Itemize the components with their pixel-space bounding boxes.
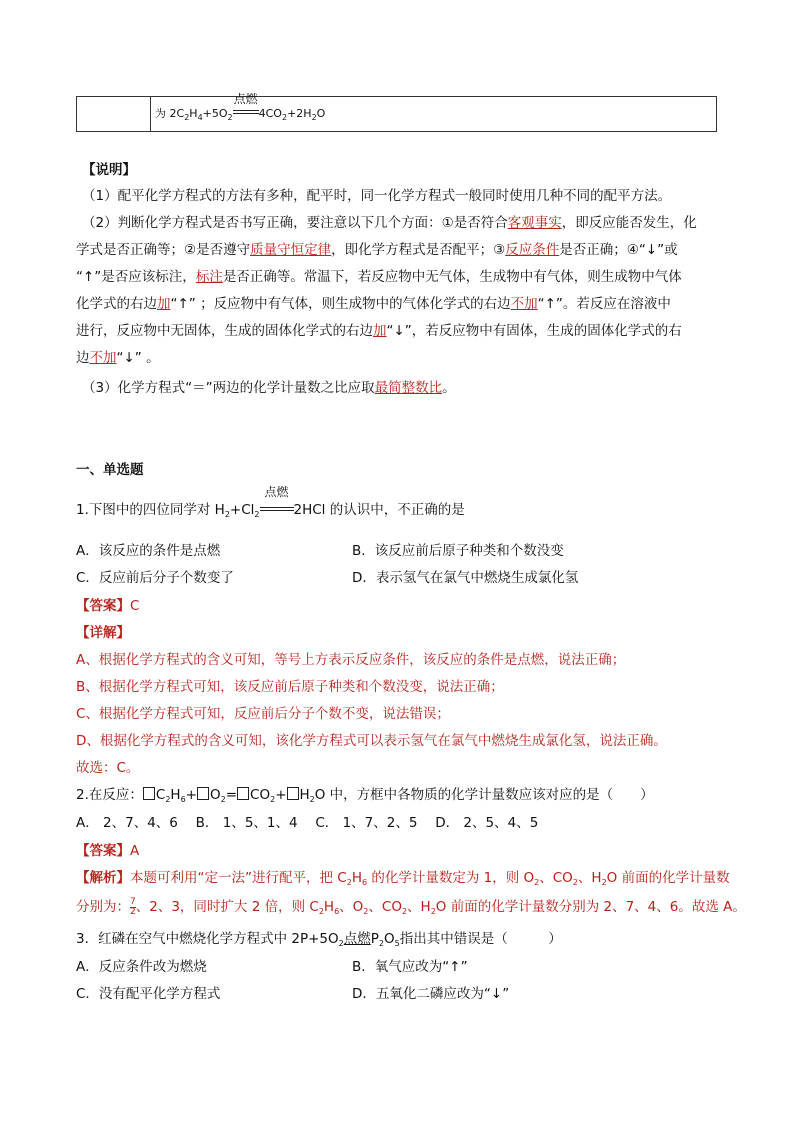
- q3-option-b: B．氧气应改为“↑”: [352, 959, 468, 975]
- notes-paragraph-3: （3）化学方程式“＝”两边的化学计量数之比应取最简整数比。: [82, 380, 456, 396]
- q3-stem: 3．红磷在空气中燃烧化学方程式中 $2P+5O_2$点燃$P_2O_5$指出其中错误是（ ）: [76, 931, 562, 948]
- table-cell-formula: 为 $2C_2H_4+5O_2$ 点燃 $4CO_2+2H_2O$: [155, 92, 326, 122]
- q2-analysis-line-2: 分别为： $\frac{7}{2}$ 、2、3，同时扩大 2 倍，则 $C_2H_6$、$O_2$、$CO_2$、$H_2O$ 前面的化学计量数分别为 2、7、4、6。故选 A。: [76, 896, 746, 917]
- q2-analysis-line-1: 【解析】本题可利用“定一法”进行配平，把 $C_2H_6$ 的化学计量数定为 1，则 $O_2$、$CO_2$、$H_2O$ 前面的化学计量数: [76, 870, 730, 887]
- notes-paragraph-2-line-1: （2）判断化学方程式是否书写正确，要注意以下几个方面：①是否符合客观事实，即反应能否发生，化: [82, 215, 697, 231]
- blank-box: [237, 787, 249, 800]
- notes-heading: 【说明】: [82, 162, 136, 178]
- q1-detail-line-c: C、根据化学方程式可知，反应前后分子个数不变，说法错误；: [76, 706, 450, 722]
- q3-option-d: D．五氧化二磷应改为“↓”: [352, 986, 510, 1002]
- q1-stem: 1.下图中的四位同学对 $H_2+Cl_2$ 点燃 2HCl 的认识中，不正确的是: [76, 485, 465, 519]
- table-divider: [150, 97, 151, 131]
- q1-detail-line-a: A、根据化学方程式的含义可知，等号上方表示反应条件，该反应的条件是点燃，说法正确；: [76, 652, 626, 668]
- blank-box: [197, 787, 209, 800]
- notes-paragraph-1: （1）配平化学方程式的方法有多种，配平时，同一化学方程式一般同时使用几种不同的配平方法。: [82, 188, 672, 204]
- q3-option-a: A．反应条件改为燃烧: [76, 959, 207, 975]
- reaction-condition: 点燃: [233, 107, 259, 121]
- q1-detail-line-b: B、根据化学方程式可知，该反应前后原子种类和个数没变，说法正确；: [76, 679, 504, 695]
- q2-options: A． 2、7、4、6 B． 1、5、1、4 C． 1、7、2、5 D． 2、5、4、5: [76, 815, 539, 831]
- q1-detail-line-d: D、根据化学方程式的含义可知，该化学方程式可以表示氢气在氯气中燃烧生成氯化氢，说法正确。: [76, 733, 667, 749]
- fraction: $\frac{7}{2}$: [130, 896, 136, 917]
- notes-paragraph-2-line-6: 边不加“↓” 。: [76, 350, 160, 366]
- q1-option-d: D．表示氢气在氯气中燃烧生成氯化氢: [352, 570, 579, 586]
- q2-answer: 【答案】A: [76, 843, 140, 859]
- q1-answer: 【答案】C: [76, 598, 140, 614]
- q1-option-a: A．该反应的条件是点燃: [76, 543, 221, 559]
- q3-option-c: C．没有配平化学方程式: [76, 986, 221, 1002]
- reaction-condition: 点燃: [260, 500, 294, 520]
- q1-option-c: C．反应前后分子个数变了: [76, 570, 234, 586]
- notes-paragraph-2-line-2: 学式是否正确等；②是否遵守质量守恒定律，即化学方程式是否配平；③反应条件是否正确；④“↓”或: [76, 242, 678, 258]
- notes-paragraph-2-line-5: 进行，反应物中无固体，生成的固体化学式的右边加“↓”，若反应物中有固体，生成的固体化学式的右: [76, 323, 682, 339]
- notes-paragraph-2-line-4: 化学式的右边加“↑” ；反应物中有气体，则生成物中的气体化学式的右边不加“↑”。若反应在溶液中: [76, 296, 671, 312]
- blank-box: [287, 787, 299, 800]
- section-title: 一、单选题: [76, 462, 144, 478]
- notes-paragraph-2-line-3: “↑”是否应该标注，标注是否正确等。常温下，若反应物中无气体，生成物中有气体，则生成物中气体: [76, 269, 682, 285]
- table-row: [76, 92, 717, 132]
- blank-box: [143, 787, 155, 800]
- q1-detail-heading: 【详解】: [76, 625, 130, 641]
- q1-conclusion: 故选：C。: [76, 760, 140, 776]
- q2-stem: 2.在反应： $C_2H_6+ O_2= CO_2+ H_2O$ 中，方框中各物质的化学计量数应该对应的是（ ）: [76, 787, 654, 804]
- q1-option-b: B．该反应前后原子种类和个数没变: [352, 543, 564, 559]
